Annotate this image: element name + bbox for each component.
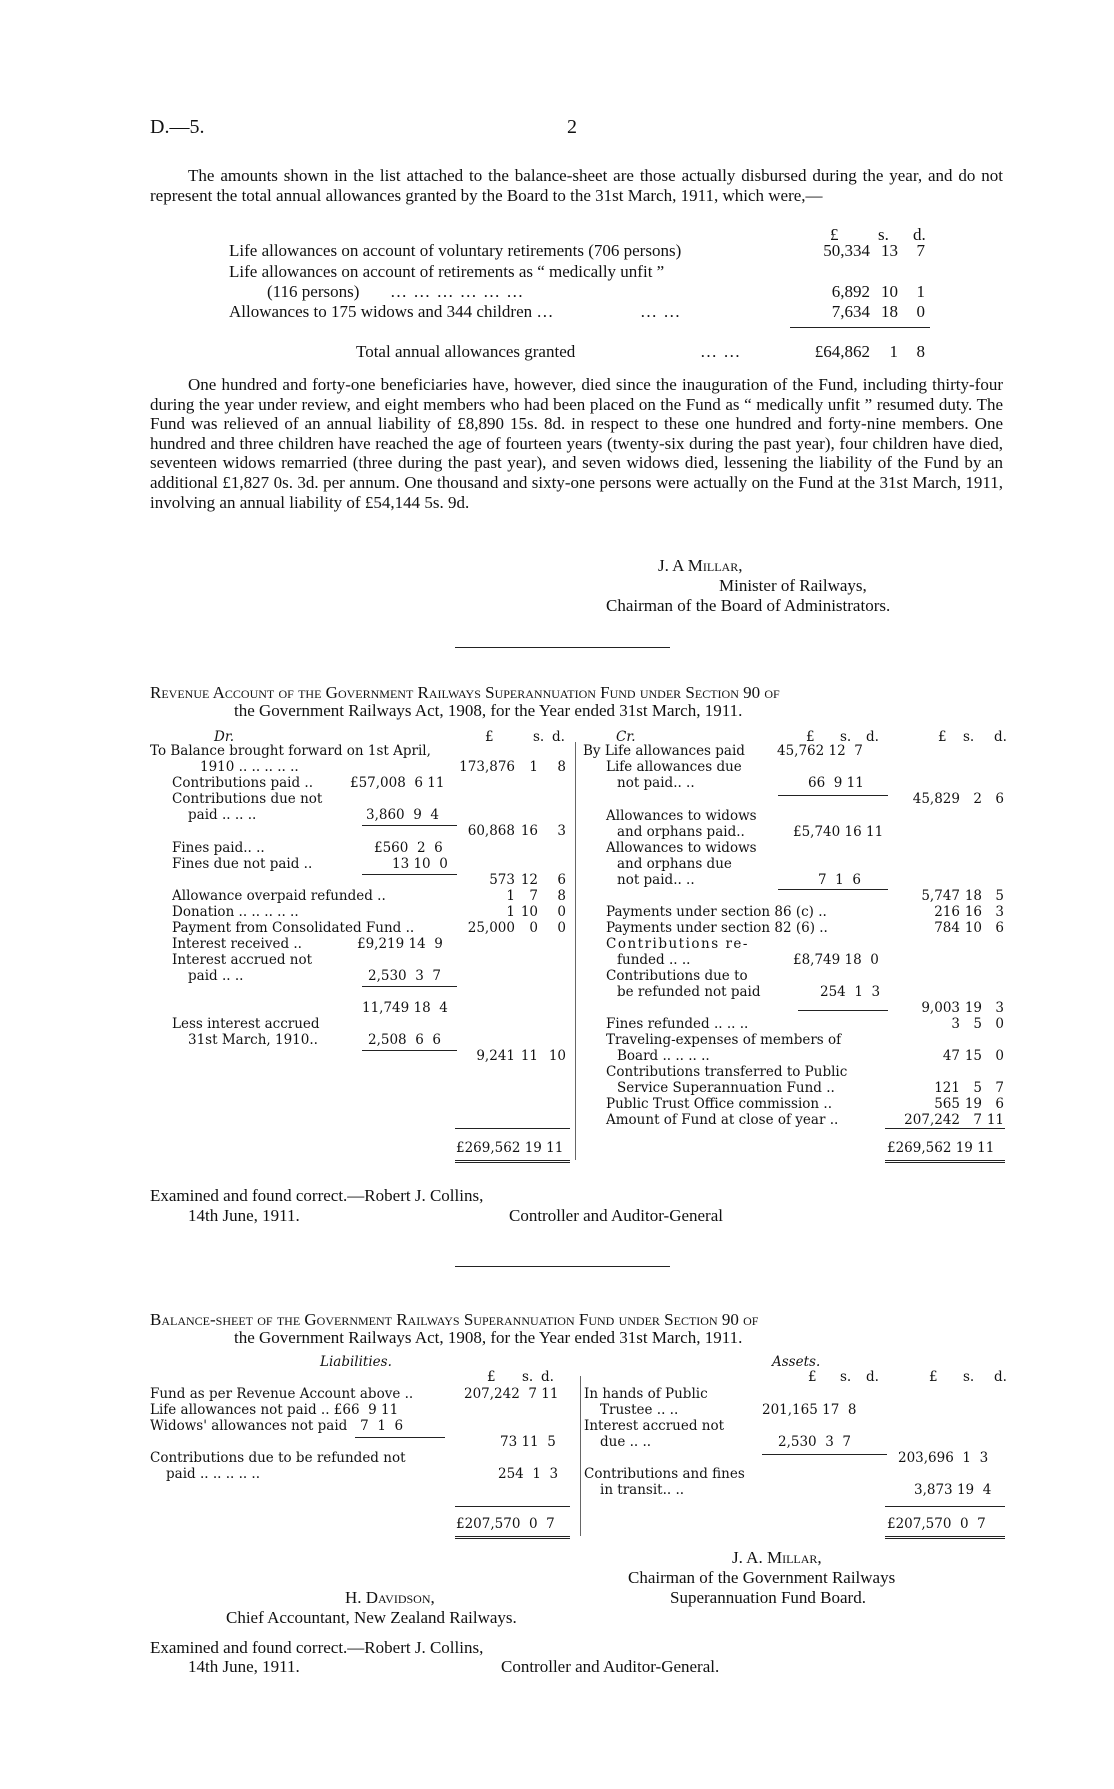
- cr-amount: 0: [995, 1016, 1004, 1032]
- asset-row: Trustee .. ..: [600, 1402, 679, 1418]
- cr-amount: 7: [973, 1112, 982, 1128]
- cr-amount: 5: [973, 1080, 982, 1096]
- dr-amount: 8: [557, 888, 566, 904]
- cr-sub-amount: 7 1 6: [818, 872, 861, 888]
- dr-row: Interest received ..: [172, 936, 302, 952]
- dr-row: Allowance overpaid refunded ..: [172, 888, 386, 904]
- allowance-row-pounds: 6,892: [831, 282, 870, 301]
- dr-amount: 1: [529, 759, 538, 775]
- asset-amount: 203,696 1 3: [898, 1450, 989, 1466]
- assets-label: Assets.: [772, 1354, 821, 1370]
- cr-row: Contributions re-: [606, 936, 749, 952]
- dr-amount: 60,868: [467, 823, 515, 839]
- col-pounds-header: £: [929, 1369, 938, 1385]
- cr-total: £269,562 19 11: [887, 1140, 995, 1156]
- cr-amount: 5,747: [921, 888, 960, 904]
- col-pence-header: d.: [994, 1369, 1007, 1385]
- section-divider: [455, 647, 670, 648]
- page-number: 2: [567, 116, 577, 138]
- cr-sub-amount: £8,749 18 0: [793, 952, 879, 968]
- allowance-row-label: Life allowances on account of retirements as “ medically unfit ”: [229, 262, 665, 281]
- dr-amount: 10: [548, 1048, 566, 1064]
- dr-amount: 1: [506, 888, 515, 904]
- col-pence-header: d.: [552, 729, 565, 745]
- dr-amount: 11: [520, 1048, 538, 1064]
- cr-amount: 121: [934, 1080, 960, 1096]
- cr-row: Public Trust Office commission ..: [606, 1096, 832, 1112]
- allowance-row-pence: 7: [916, 241, 925, 260]
- dr-row: Donation .. .. .. .. ..: [172, 904, 299, 920]
- cr-row: not paid.. ..: [617, 775, 695, 791]
- dr-amount: 1: [506, 904, 515, 920]
- examined-line: Examined and found correct.—Robert J. Collins,: [150, 1638, 484, 1657]
- leader-dots: … …: [640, 302, 682, 321]
- cr-amount: 19: [964, 1000, 982, 1016]
- column-divider: [580, 1376, 581, 1536]
- cr-row: Contributions due to: [606, 968, 748, 984]
- allowance-row-shillings: 13: [881, 241, 898, 260]
- col-pounds-header: £: [806, 729, 815, 745]
- cr-sub-amount: 66 9 11: [808, 775, 864, 791]
- cr-amount: 6: [995, 920, 1004, 936]
- dr-label: Dr.: [214, 729, 235, 745]
- dr-amount: 7: [529, 888, 538, 904]
- liability-row: Life allowances not paid .. £66 9 11: [150, 1402, 399, 1418]
- dr-row: Fines due not paid ..: [172, 856, 313, 872]
- subtotal-rule: [790, 327, 930, 328]
- cr-row: Allowances to widows: [606, 840, 757, 856]
- asset-row: In hands of Public: [584, 1386, 708, 1402]
- asset-row: due .. ..: [600, 1434, 652, 1450]
- cr-amount: 9,003: [921, 1000, 960, 1016]
- cr-amount: 0: [995, 1048, 1004, 1064]
- subtotal-rule: [778, 795, 888, 796]
- cr-amount: 18: [964, 888, 982, 904]
- total-pounds: £64,862: [814, 342, 870, 361]
- balance-title: Balance-sheet of the Government Railways Superannuation Fund under Section 90 of: [150, 1310, 759, 1329]
- leader-dots: … …: [700, 342, 742, 361]
- dr-amount: 0: [557, 904, 566, 920]
- cr-row: Payments under section 86 (c) ..: [606, 904, 827, 920]
- dr-row: 31st March, 1910..: [188, 1032, 318, 1048]
- allowance-row-shillings: 10: [881, 282, 898, 301]
- col-pounds-header: £: [485, 729, 494, 745]
- signature-name: J. A Millar,: [658, 556, 743, 575]
- cr-row: be refunded not paid: [617, 984, 761, 1000]
- cr-amount: 11: [986, 1112, 1004, 1128]
- asset-amount: 3,873 19 4: [914, 1482, 992, 1498]
- examined-date: 14th June, 1911.: [188, 1206, 300, 1225]
- cr-amount: 3: [995, 1000, 1004, 1016]
- dr-row: paid .. .. ..: [188, 807, 257, 823]
- cr-amount: 784: [934, 920, 960, 936]
- dr-amount: 3: [557, 823, 566, 839]
- col-shillings-header: s.: [840, 729, 852, 745]
- dr-row: Contributions paid ..: [172, 775, 313, 791]
- cr-amount: 216: [934, 904, 960, 920]
- total-double-rule: [885, 1160, 1005, 1163]
- dr-sub-amount: £560 2 6: [374, 840, 443, 856]
- cr-row: Life allowances due: [606, 759, 742, 775]
- asset-row: Interest accrued not: [584, 1418, 725, 1434]
- dr-sub-amount: 2,530 3 7: [368, 968, 441, 984]
- allowance-row-label: Allowances to 175 widows and 344 children …: [229, 302, 554, 321]
- examined-line: Examined and found correct.—Robert J. Collins,: [150, 1186, 484, 1205]
- liabilities-total: £207,570 0 7: [456, 1516, 555, 1532]
- balance-title: the Government Railways Act, 1908, for the Year ended 31st March, 1911.: [234, 1328, 743, 1347]
- cr-amount: 16: [964, 904, 982, 920]
- dr-row: Contributions due not: [172, 791, 323, 807]
- signature-title: Superannuation Fund Board.: [670, 1588, 866, 1607]
- cr-sub-amount: £5,740 16 11: [793, 824, 884, 840]
- col-shillings-header: s.: [522, 1369, 534, 1385]
- total-rule: [885, 1506, 1005, 1507]
- col-shillings-header: s.: [963, 1369, 975, 1385]
- auditor-role: Controller and Auditor-General.: [501, 1657, 720, 1676]
- intro-paragraph: The amounts shown in the list attached to the balance-sheet are those actually disbursed during the year, and do not represent the total annual allowances granted by the Board to the 31st March, 1911, which were,—: [150, 166, 1003, 205]
- subtotal-rule: [798, 1010, 888, 1011]
- col-pence-header: d.: [866, 1369, 879, 1385]
- cr-amount: 10: [964, 920, 982, 936]
- total-double-rule: [885, 1536, 1005, 1539]
- dr-row: paid .. ..: [188, 968, 244, 984]
- subtotal-rule: [762, 1454, 887, 1455]
- total-double-rule: [455, 1536, 570, 1539]
- cr-amount: 15: [964, 1048, 982, 1064]
- examined-date: 14th June, 1911.: [188, 1657, 300, 1676]
- leader-dots: … … … … … …: [390, 282, 525, 301]
- liability-row: Contributions due to be refunded not: [150, 1450, 406, 1466]
- total-rule: [885, 1128, 1005, 1129]
- liability-row: Widows' allowances not paid 7 1 6: [150, 1418, 404, 1434]
- liability-amount: 207,242 7 11: [464, 1386, 559, 1402]
- cr-row: Service Superannuation Fund ..: [617, 1080, 835, 1096]
- signature-title: Minister of Railways,: [719, 576, 867, 595]
- dr-sub-amount: 11,749 18 4: [362, 1000, 448, 1016]
- col-pence-header: d.: [913, 225, 926, 244]
- col-shillings-header: s.: [533, 729, 545, 745]
- cr-amount: 6: [995, 1096, 1004, 1112]
- cr-row: Fines refunded .. .. ..: [606, 1016, 749, 1032]
- cr-amount: 2: [973, 791, 982, 807]
- cr-row: not paid.. ..: [617, 872, 695, 888]
- dr-amount: 12: [520, 872, 538, 888]
- col-pounds-header: £: [830, 225, 839, 244]
- allowance-row-pence: 1: [916, 282, 925, 301]
- allowance-row-pounds: 50,334: [823, 241, 870, 260]
- assets-total: £207,570 0 7: [887, 1516, 986, 1532]
- total-pence: 8: [916, 342, 925, 361]
- cr-label: Cr.: [616, 729, 636, 745]
- subtotal-rule: [355, 1437, 445, 1438]
- cr-amount: 5: [973, 1016, 982, 1032]
- cr-row: Board .. .. .. ..: [617, 1048, 710, 1064]
- liabilities-label: Liabilities.: [320, 1354, 392, 1370]
- subtotal-rule: [778, 889, 888, 890]
- cr-amount: 45,829: [912, 791, 960, 807]
- column-divider: [575, 742, 576, 1160]
- doc-ref: D.—5.: [150, 116, 205, 138]
- cr-amount: 5: [995, 888, 1004, 904]
- cr-amount: 207,242: [904, 1112, 960, 1128]
- col-shillings-header: s.: [878, 225, 889, 244]
- subtotal-rule: [362, 986, 457, 987]
- allowance-row-label: Life allowances on account of voluntary retirements (706 persons): [229, 241, 682, 260]
- col-pence-header: d.: [541, 1369, 554, 1385]
- dr-row: Payment from Consolidated Fund ..: [172, 920, 415, 936]
- total-double-rule: [455, 1160, 570, 1163]
- cr-row: Contributions transferred to Public: [606, 1064, 848, 1080]
- dr-amount: 0: [529, 920, 538, 936]
- dr-row: Less interest accrued: [172, 1016, 320, 1032]
- cr-sub-amount: 45,762 12 7: [777, 743, 863, 759]
- dr-row: To Balance brought forward on 1st April,: [150, 743, 431, 759]
- cr-amount: 3: [995, 904, 1004, 920]
- col-shillings-header: s.: [963, 729, 975, 745]
- signature-name: H. Davidson,: [345, 1588, 435, 1607]
- col-pounds-header: £: [487, 1369, 496, 1385]
- cr-amount: 565: [934, 1096, 960, 1112]
- total-rule: [455, 1506, 570, 1507]
- allowance-row-pence: 0: [916, 302, 925, 321]
- liability-amount: 254 1 3: [498, 1466, 559, 1482]
- cr-sub-amount: 254 1 3: [820, 984, 881, 1000]
- col-pounds-header: £: [938, 729, 947, 745]
- dr-sub-amount: £57,008 6 11: [350, 775, 445, 791]
- section-divider: [455, 1266, 670, 1267]
- dr-amount: 6: [557, 872, 566, 888]
- dr-row: Fines paid.. ..: [172, 840, 265, 856]
- cr-row: By Life allowances paid: [583, 743, 745, 759]
- asset-row: Contributions and fines: [584, 1466, 745, 1482]
- cr-amount: 7: [995, 1080, 1004, 1096]
- dr-total: £269,562 19 11: [456, 1140, 564, 1156]
- cr-row: Amount of Fund at close of year ..: [606, 1112, 839, 1128]
- revenue-title: Revenue Account of the Government Railways Superannuation Fund under Section 90 of: [150, 683, 780, 702]
- dr-amount: 9,241: [476, 1048, 515, 1064]
- dr-sub-amount: £9,219 14 9: [357, 936, 443, 952]
- cr-row: and orphans paid..: [617, 824, 745, 840]
- liability-amount: 73 11 5: [500, 1434, 556, 1450]
- asset-sub-amount: 2,530 3 7: [778, 1434, 851, 1450]
- auditor-role: Controller and Auditor-General: [509, 1206, 723, 1225]
- dr-row: Interest accrued not: [172, 952, 313, 968]
- cr-row: Payments under section 82 (6) ..: [606, 920, 828, 936]
- total-rule: [455, 1128, 570, 1129]
- signature-title: Chairman of the Government Railways: [628, 1568, 896, 1587]
- col-pence-header: d.: [994, 729, 1007, 745]
- asset-row: in transit.. ..: [600, 1482, 685, 1498]
- col-pounds-header: £: [808, 1369, 817, 1385]
- cr-row: funded .. ..: [617, 952, 691, 968]
- dr-amount: 8: [557, 759, 566, 775]
- asset-sub-amount: 201,165 17 8: [762, 1402, 857, 1418]
- dr-amount: 173,876: [459, 759, 515, 775]
- cr-row: and orphans due: [617, 856, 732, 872]
- dr-sub-amount: 13 10 0: [392, 856, 448, 872]
- allowance-row-shillings: 18: [881, 302, 898, 321]
- signature-title: Chairman of the Board of Administrators.: [606, 596, 891, 615]
- cr-amount: 6: [995, 791, 1004, 807]
- revenue-title: the Government Railways Act, 1908, for the Year ended 31st March, 1911.: [234, 701, 743, 720]
- dr-sub-amount: 2,508 6 6: [368, 1032, 441, 1048]
- signature-title: Chief Accountant, New Zealand Railways.: [226, 1608, 517, 1627]
- cr-amount: 47: [942, 1048, 960, 1064]
- dr-amount: 10: [520, 904, 538, 920]
- dr-sub-amount: 3,860 9 4: [366, 807, 439, 823]
- dr-amount: 0: [557, 920, 566, 936]
- cr-row: Allowances to widows: [606, 808, 757, 824]
- cr-amount: 19: [964, 1096, 982, 1112]
- cr-amount: 3: [951, 1016, 960, 1032]
- dr-amount: 16: [520, 823, 538, 839]
- allowance-row-label-cont: (116 persons): [267, 282, 360, 301]
- dr-amount: 573: [489, 872, 515, 888]
- liability-row: paid .. .. .. .. ..: [166, 1466, 261, 1482]
- total-label: Total annual allowances granted: [356, 342, 576, 361]
- beneficiaries-paragraph: One hundred and forty-one beneficiaries have, however, died since the inauguration of the Fund, including thirty-four during the year under review, and eight members who had been placed on the Fund as “ medically unfit ” resumed duty. The Fund was relieved of an annual liability of £8,890 15s. 8d. in respect to these one hundred and forty-nine members. One hundred and three children have reached the age of fourteen years (twenty-six during the past year), four children have died, seventeen widows remarried (three during the past year), and seven widows died, lessening the liability of the Fund by an additional £1,827 0s. 3d. per annum. One thousand and sixty-one persons were actually on the Fund at the 31st March, 1911, involving an annual liability of £54,144 5s. 9d.: [150, 375, 1003, 512]
- liability-row: Fund as per Revenue Account above ..: [150, 1386, 414, 1402]
- dr-row: 1910 .. .. .. .. ..: [200, 759, 299, 775]
- dr-amount: 25,000: [467, 920, 515, 936]
- col-pence-header: d.: [866, 729, 879, 745]
- allowance-row-pounds: 7,634: [831, 302, 870, 321]
- signature-name: J. A. Millar,: [732, 1548, 822, 1567]
- total-shillings: 1: [889, 342, 898, 361]
- cr-row: Traveling-expenses of members of: [606, 1032, 842, 1048]
- col-shillings-header: s.: [840, 1369, 852, 1385]
